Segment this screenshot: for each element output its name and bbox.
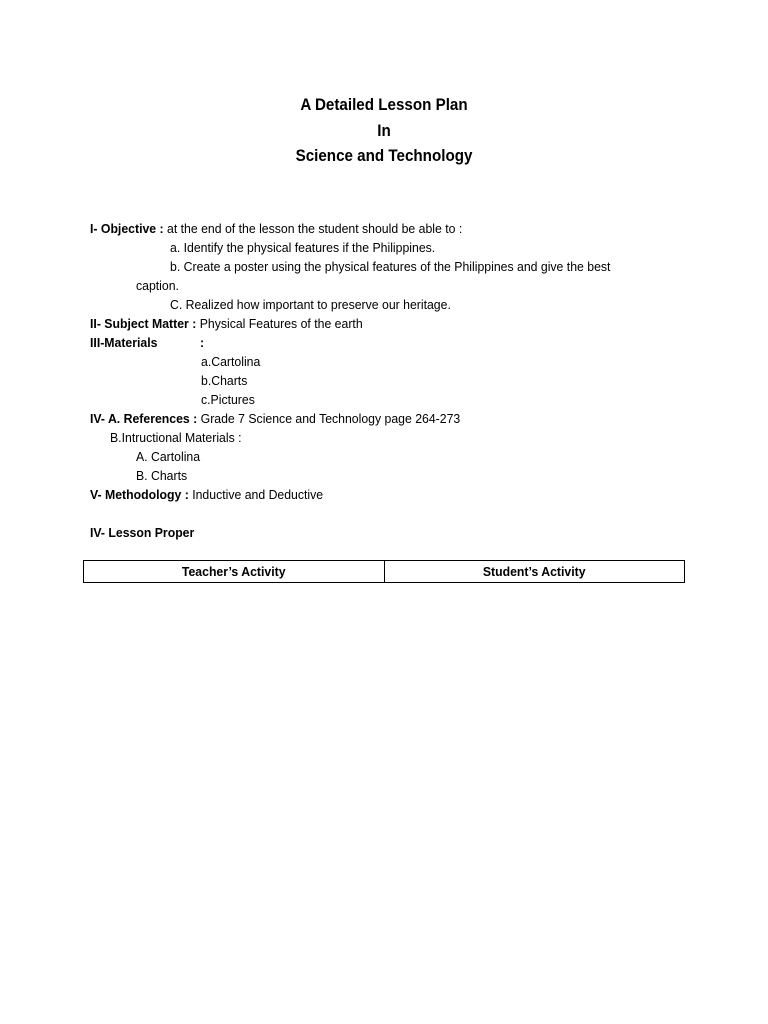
objective-line [90,219,462,238]
objective-item-b: b. Create a poster using the physical features of the Philippines and give the best [170,259,611,274]
references-text: Grade 7 Science and Technology page 264-273 [200,411,461,426]
doc-title-line-2: In [377,122,391,140]
references-line [90,409,460,428]
methodology-line [90,485,323,504]
activity-table [83,560,685,583]
materials-item: b.Charts [201,373,248,388]
table-header-teacher [84,561,384,582]
methodology-label: V- Methodology : [90,487,193,502]
subject-matter-text: Physical Features of the earth [199,316,363,331]
objective-item-b-continued: caption. [136,278,179,293]
objective-item-c: C. Realized how important to preserve our heritage. [170,297,451,312]
doc-title-line-3: Science and Technology [295,147,473,165]
instructional-materials-item: A. Cartolina [136,449,201,464]
subject-matter-label: II- Subject Matter : [90,316,200,331]
instructional-materials-label: B.Intructional Materials : [110,430,242,445]
table-header-student [384,561,685,582]
objective-text: at the end of the lesson the student should be able to : [167,221,463,236]
objective-label: I- Objective : [90,221,168,236]
materials-item: c.Pictures [201,392,255,407]
subject-matter-line [90,314,363,333]
instructional-materials-item: B. Charts [136,468,188,483]
table-header-student-label: Student’s Activity [482,564,586,579]
methodology-text: Inductive and Deductive [192,487,324,502]
objective-item-a: a. Identify the physical features if the Philippines. [170,240,436,255]
lesson-proper-heading: IV- Lesson Proper [90,525,195,540]
materials-label: III-Materials [90,335,158,350]
doc-title-line-1: A Detailed Lesson Plan [300,96,468,114]
materials-item: a.Cartolina [201,354,261,369]
references-label: IV- A. References : [90,411,201,426]
materials-colon: : [200,335,205,350]
table-header-teacher-label: Teacher’s Activity [181,564,286,579]
